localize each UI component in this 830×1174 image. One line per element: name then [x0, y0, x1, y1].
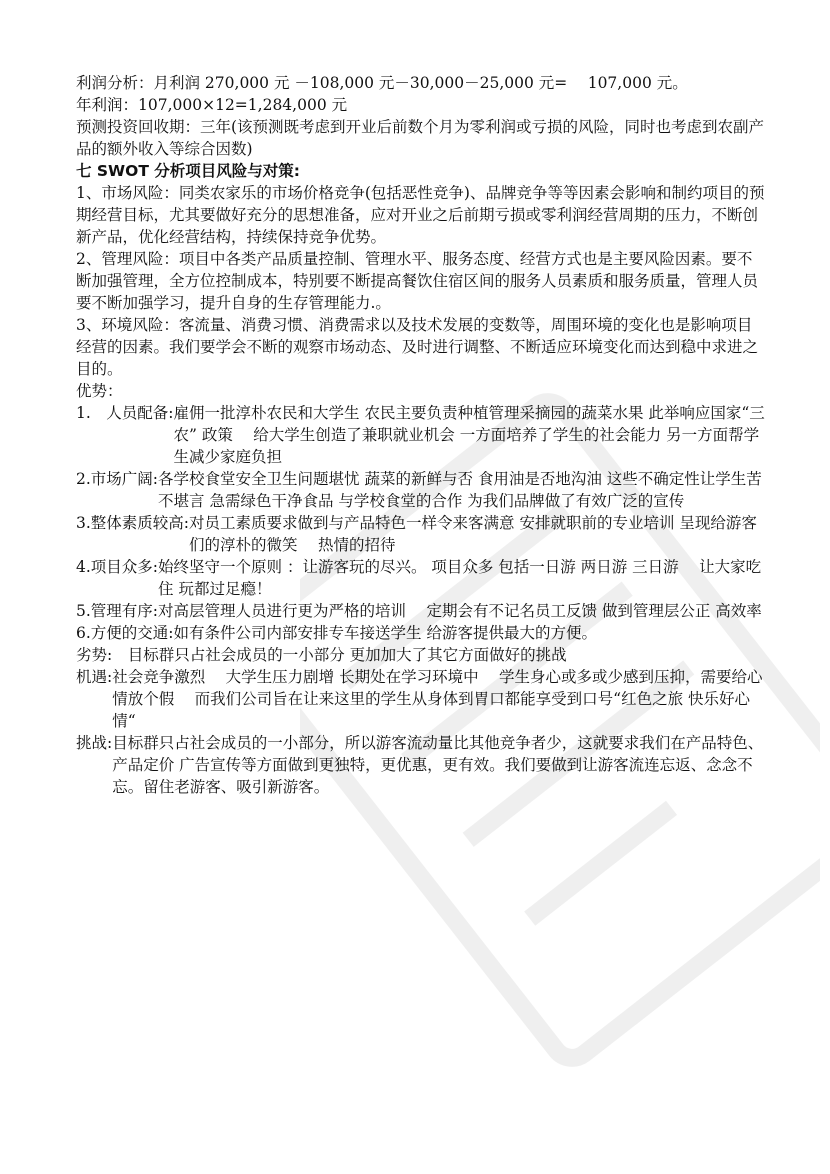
advantage-item — [76, 556, 766, 600]
advantage-text: 各学校食堂安全卫生问题堪忧 蔬菜的新鲜与否 食用油是否地沟油 这些不确定性让学生苦不堪言 急需绿色干净食品 与学校食堂的合作 为我们品牌做了有效广泛的宣传 — [158, 470, 762, 510]
weakness-label: 劣势: — [76, 646, 113, 664]
advantage-text: 对高层管理人员进行更为严格的培训 定期会有不记名员工反馈 做到管理层公正 高效率 — [158, 602, 762, 620]
advantage-label: 1. 人员配备: — [76, 404, 174, 422]
weakness-item — [76, 644, 766, 666]
advantage-item — [76, 468, 766, 512]
advantages-heading: 优势： — [76, 382, 123, 400]
risk-market: 1、市场风险：同类农家乐的市场价格竞争(包括恶性竞争)、品牌竞争等等因素会影响和制约项目的预期经营目标，尤其要做好充分的思想准备，应对开业之后前期亏损或零利润经营周期的压力，不断创新产品，优化经营结构，持续保持竞争优势。 — [76, 184, 765, 246]
advantage-label: 3.整体素质较高: — [76, 514, 190, 532]
advantage-text: 雇佣一批淳朴农民和大学生 农民主要负责种植管理采摘园的蔬菜水果 此举响应国家“三农” 政策 给大学生创造了兼职就业机会 一方面培养了学生的社会能力 另一方面帮学生减少家庭负担 — [173, 404, 765, 466]
advantage-label: 5.管理有序: — [76, 602, 159, 620]
risk-management: 2、管理风险：项目中各类产品质量控制、管理水平、服务态度、经营方式也是主要风险因素。要不断加强管理，全方位控制成本，特别要不断提高餐饮住宿区间的服务人员素质和服务质量，管理人员要不断加强学习，提升自身的生存管理能力.。 — [76, 250, 759, 312]
document-page — [76, 72, 766, 798]
opportunity-label: 机遇: — [76, 668, 113, 686]
advantage-text: 始终坚守一个原则 ：让游客玩的尽兴。 项目众多 包括一日游 两日游 三日游 让大家吃 住 玩都过足瘾！ — [158, 558, 762, 598]
advantage-text: 对员工素质要求做到与产品特色一样令来客满意 安排就职前的专业培训 呈现给游客们的淳朴的微笑 热情的招待 — [189, 514, 757, 554]
swot-heading: 七 SWOT 分析项目风险与对策: — [76, 162, 301, 180]
weakness-text: 目标群只占社会成员的一小部分 更加加大了其它方面做好的挑战 — [112, 646, 567, 664]
advantage-item — [76, 512, 766, 556]
advantage-text: 如有条件公司内部安排专车接送学生 给游客提供最大的方便。 — [173, 624, 597, 642]
advantage-label: 6.方便的交通: — [76, 624, 174, 642]
advantage-item — [76, 600, 766, 622]
advantage-item — [76, 402, 766, 468]
threat-item — [76, 732, 766, 798]
risk-environment: 3、环境风险：客流量、消费习惯、消费需求以及技术发展的变数等，周围环境的变化也是影响项目经营的因素。我们要学会不断的观察市场动态、及时进行调整、不断适应环境变化而达到稳中求进之目的。 — [76, 316, 759, 378]
advantage-item — [76, 622, 766, 644]
threat-text: 目标群只占社会成员的一小部分，所以游客流动量比其他竞争者少，这就要求我们在产品特色、产品定价 广告宣传等方面做到更独特，更优惠，更有效。我们要做到让游客流连忘返、念念不忘。留住老游客、吸引新游客。 — [112, 734, 764, 796]
threat-label: 挑战: — [76, 734, 113, 752]
opportunity-text: 社会竞争激烈 大学生压力剧增 长期处在学习环境中 学生身心或多或少感到压抑，需要给心情放个假 而我们公司旨在让来这里的学生从身体到胃口都能享受到口号“红色之旅 快乐好心情“ — [112, 668, 763, 730]
monthly-profit: 利润分析：月利润 270,000 元 －108,000 元－30,000－25,000 元= 107,000 元。 — [76, 74, 688, 92]
payback-period: 预测投资回收期：三年(该预测既考虑到开业后前数个月为零利润或亏损的风险，同时也考虑到农副产品的额外收入等综合因数) — [76, 118, 765, 158]
advantage-label: 2.市场广阔: — [76, 470, 159, 488]
advantage-label: 4.项目众多: — [76, 558, 159, 576]
annual-profit: 年利润：107,000×12=1,284,000 元 — [76, 96, 348, 114]
opportunity-item — [76, 666, 766, 732]
